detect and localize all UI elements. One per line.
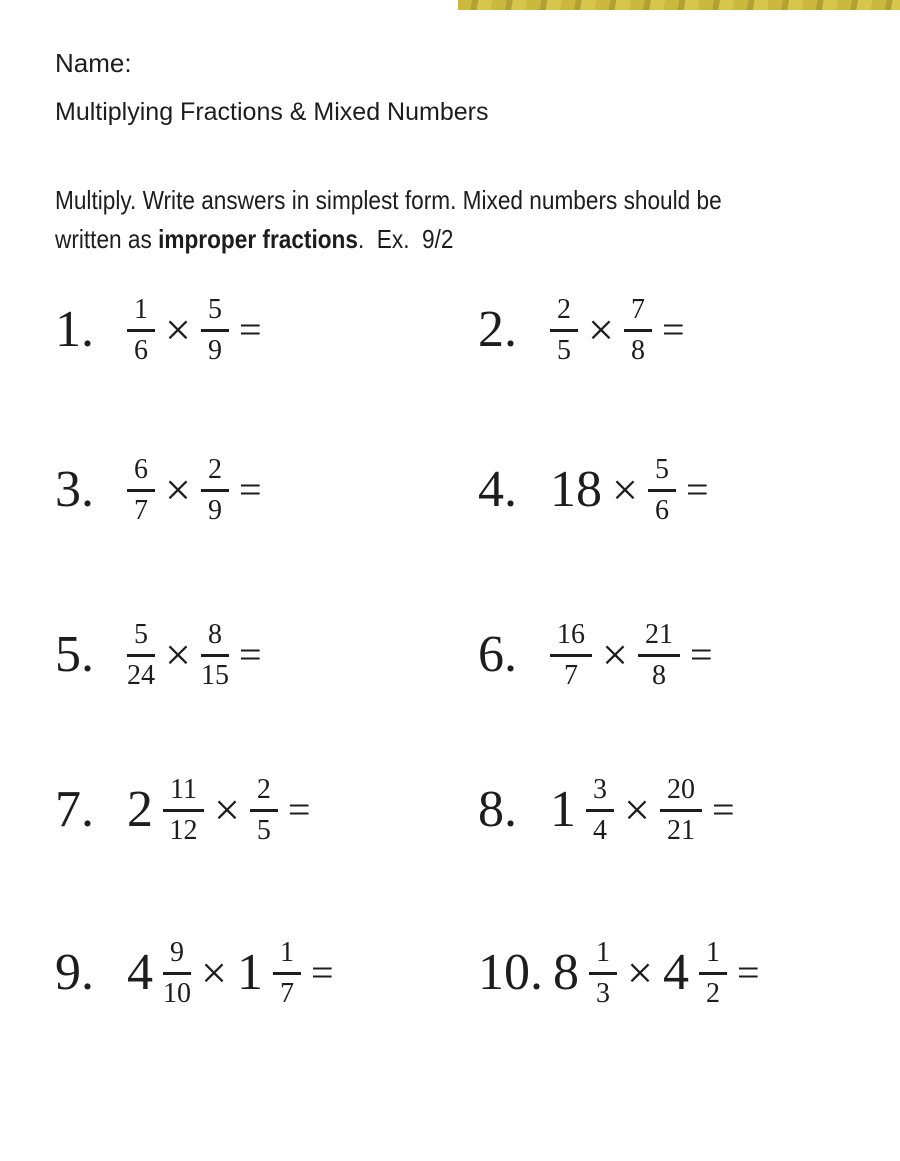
denominator: 6 (134, 334, 148, 366)
fraction (586, 774, 614, 846)
times-operator: × (165, 464, 191, 515)
fraction (201, 294, 229, 366)
problem-9 (55, 913, 334, 1033)
numerator: 5 (127, 619, 155, 656)
whole-number: 1 (236, 944, 263, 1001)
equals-sign: = (238, 307, 262, 352)
fraction (201, 454, 229, 526)
page-title: Multiplying Fractions & Mixed Numbers (55, 98, 489, 126)
numerator: 16 (550, 619, 592, 656)
fraction (201, 619, 229, 691)
fraction (127, 294, 155, 366)
equals-sign: = (685, 467, 709, 512)
numerator: 1 (273, 937, 301, 974)
problem-10 (478, 913, 760, 1033)
denominator: 24 (127, 659, 155, 691)
denominator: 10 (163, 977, 191, 1009)
numerator: 9 (163, 937, 191, 974)
times-operator: × (624, 784, 650, 835)
problem-number: 5. (55, 626, 94, 683)
fraction (648, 454, 676, 526)
numerator: 1 (127, 294, 155, 331)
numerator: 1 (699, 937, 727, 974)
denominator: 7 (279, 977, 294, 1009)
denominator: 4 (593, 814, 607, 846)
equals-sign: = (689, 632, 713, 677)
times-operator: × (627, 947, 653, 998)
times-operator: × (602, 629, 628, 680)
problem-8 (478, 750, 735, 870)
instructions-line2-suffix: . Ex. 9/2 (357, 224, 454, 254)
numerator: 3 (586, 774, 614, 811)
numerator: 21 (638, 619, 680, 656)
problem-5 (55, 595, 262, 715)
times-operator: × (588, 304, 614, 355)
whole-number: 2 (127, 781, 153, 838)
numerator: 11 (163, 774, 204, 811)
denominator: 9 (207, 334, 222, 366)
problem-6 (478, 595, 713, 715)
numerator: 2 (550, 294, 578, 331)
denominator: 2 (705, 977, 720, 1009)
times-operator: × (612, 464, 638, 515)
equals-sign: = (238, 467, 262, 512)
denominator: 12 (169, 814, 198, 846)
whole-number: 4 (662, 944, 689, 1001)
numerator: 2 (201, 454, 229, 491)
fraction (638, 619, 680, 691)
fraction (163, 774, 204, 846)
instructions-line2-bold: improper fractions (158, 224, 358, 254)
denominator: 5 (557, 334, 571, 366)
denominator: 8 (630, 334, 645, 366)
fraction (589, 937, 617, 1009)
problem-number: 10. (478, 944, 543, 1001)
numerator: 5 (201, 294, 229, 331)
fraction (127, 619, 155, 691)
problem-1 (55, 270, 262, 390)
problem-number: 4. (478, 461, 517, 518)
denominator: 6 (654, 494, 669, 526)
denominator: 7 (134, 494, 148, 526)
problem-number: 6. (478, 626, 517, 683)
denominator: 7 (564, 659, 578, 691)
times-operator: × (213, 784, 240, 835)
denominator: 5 (256, 814, 271, 846)
times-operator: × (201, 947, 227, 998)
equals-sign: = (711, 787, 735, 832)
equals-sign: = (287, 787, 311, 832)
fraction (273, 937, 301, 1009)
fraction (699, 937, 727, 1009)
numerator: 7 (624, 294, 652, 331)
times-operator: × (165, 629, 191, 680)
denominator: 8 (651, 659, 666, 691)
whole-number: 18 (550, 461, 602, 518)
whole-number: 8 (553, 944, 579, 1001)
fraction (127, 454, 155, 526)
problem-number: 3. (55, 461, 94, 518)
denominator: 15 (200, 659, 229, 691)
problem-3 (55, 430, 262, 550)
fraction (163, 937, 191, 1009)
fraction (624, 294, 652, 366)
denominator: 3 (596, 977, 610, 1009)
fraction (550, 619, 592, 691)
problem-4 (478, 430, 709, 550)
equals-sign: = (736, 950, 760, 995)
instructions-line2-prefix: written as (55, 224, 159, 254)
problem-number: 1. (55, 301, 94, 358)
times-operator: × (165, 304, 191, 355)
problem-number: 7. (55, 781, 94, 838)
denominator: 9 (207, 494, 222, 526)
problem-number: 9. (55, 944, 94, 1001)
equals-sign: = (661, 307, 685, 352)
fraction (660, 774, 702, 846)
numerator: 20 (660, 774, 702, 811)
denominator: 21 (666, 814, 695, 846)
whole-number: 4 (127, 944, 153, 1001)
fraction (550, 294, 578, 366)
problem-7 (55, 750, 310, 870)
equals-sign: = (310, 950, 334, 995)
problem-2 (478, 270, 685, 390)
numerator: 1 (589, 937, 617, 974)
problem-number: 2. (478, 301, 517, 358)
numerator: 5 (648, 454, 676, 491)
name-label: Name: (55, 48, 132, 78)
problem-number: 8. (478, 781, 517, 838)
equals-sign: = (238, 632, 262, 677)
numerator: 6 (127, 454, 155, 491)
instructions-line1: Multiply. Write answers in simplest form. Mixed numbers should be (55, 185, 722, 215)
numerator: 2 (250, 774, 278, 811)
fraction (250, 774, 278, 846)
whole-number: 1 (550, 781, 576, 838)
numerator: 8 (201, 619, 229, 656)
